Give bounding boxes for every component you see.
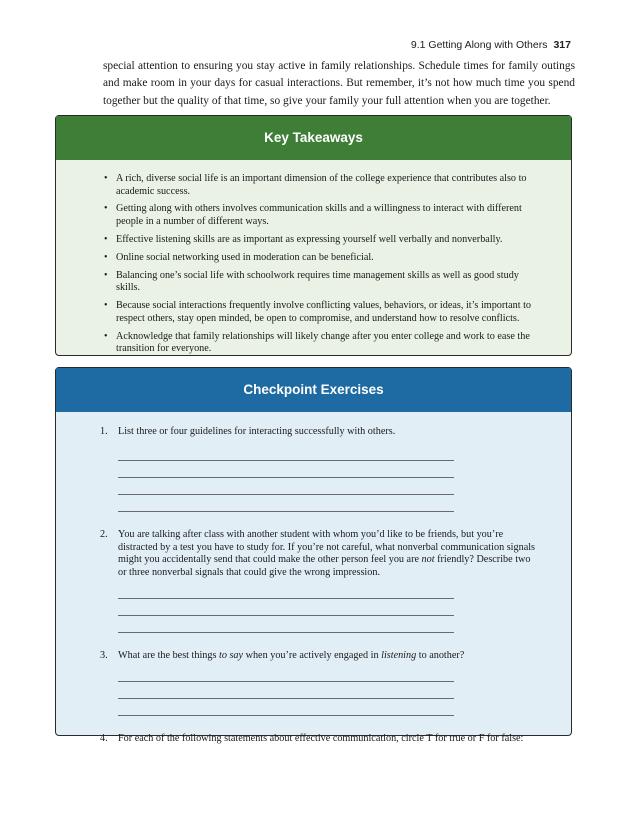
answer-line[interactable] <box>118 699 454 716</box>
answer-line[interactable] <box>118 444 454 461</box>
answer-line[interactable] <box>118 682 454 699</box>
exercise-number: 3. <box>100 649 108 661</box>
exercise-number: 4. <box>100 732 108 744</box>
running-head-section: 9.1 Getting Along with Others <box>410 39 548 51</box>
exercise-text: List three or four guidelines for interacting successfully with others. <box>118 426 396 437</box>
answer-line[interactable] <box>118 461 454 478</box>
takeaway-item: • Because social interactions frequently involve conflicting values, behaviors, or ideas, it’s important to respect others, stay open minded, be open to compromise, and understand how to resolve conflicts. <box>116 300 541 325</box>
exercise-number: 2. <box>100 528 108 540</box>
takeaway-item: • Online social networking used in moderation can be beneficial. <box>116 252 541 265</box>
takeaway-item: • Effective listening skills are as important as expressing yourself well verbally and nonverbally. <box>116 234 541 247</box>
takeaway-item: • Getting along with others involves communication skills and a willingness to interact with different people in a number of different ways. <box>116 203 541 228</box>
exercise-text-part: You are talking after class with another student with whom you’d like to be friends, but you’re distracted by a test you have to study for. If you’re not careful, what nonverbal communication signals might you accidentally send that could make the other person feel you are <box>118 528 536 566</box>
answer-lines <box>118 582 541 633</box>
exercise-text-part: What are the best things <box>118 649 219 661</box>
exercise-item-4 <box>100 732 541 746</box>
page-number: 317 <box>553 39 571 51</box>
exercise-text-part: when you’re actively engaged in <box>243 649 382 661</box>
exercise-number: 1. <box>100 426 108 437</box>
answer-line[interactable] <box>118 599 454 616</box>
running-head <box>411 39 571 51</box>
exercise-emphasis: to say <box>219 649 244 661</box>
answer-line[interactable] <box>118 582 454 599</box>
exercise-text-part: friendly? Describe two or three nonverbal signals that could give the wrong impression. <box>118 554 531 579</box>
key-takeaways-title: Key Takeaways <box>56 116 571 160</box>
answer-line[interactable] <box>118 665 454 682</box>
exercise-text: For each of the following statements about effective communication, circle T for true or F for false: <box>118 732 524 744</box>
intro-paragraph: special attention to ensuring you stay active in family relationships. Schedule times for family outings and make room in your days for casual interactions. But remember, it’s not how much time you spend together but the quality of that time, so give your family your full attention when you are together. <box>103 60 575 107</box>
answer-line[interactable] <box>118 616 454 633</box>
key-takeaways-box <box>55 115 572 356</box>
exercise-text-part: to another? <box>416 649 465 661</box>
answer-line[interactable] <box>118 495 454 512</box>
exercise-item-3 <box>100 649 541 716</box>
answer-line[interactable] <box>118 478 454 495</box>
answer-lines <box>118 444 541 512</box>
exercise-emphasis: listening <box>381 649 417 661</box>
key-takeaways-list <box>56 160 571 356</box>
exercise-list <box>56 412 571 746</box>
takeaway-item: • Balancing one’s social life with schoolwork requires time management skills as well as good study skills. <box>116 270 541 295</box>
takeaway-item: • A rich, diverse social life is an important dimension of the college experience that contributes also to academic success. <box>116 173 541 198</box>
takeaway-item: • Acknowledge that family relationships will likely change after you enter college and work to ease the transition for everyone. <box>116 331 541 356</box>
checkpoint-exercises-box <box>55 367 572 744</box>
exercise-emphasis: not <box>421 554 435 566</box>
exercise-item-2 <box>100 528 541 633</box>
answer-lines <box>118 665 541 716</box>
exercise-item-1 <box>100 426 541 512</box>
checkpoint-exercises-title: Checkpoint Exercises <box>56 368 571 412</box>
